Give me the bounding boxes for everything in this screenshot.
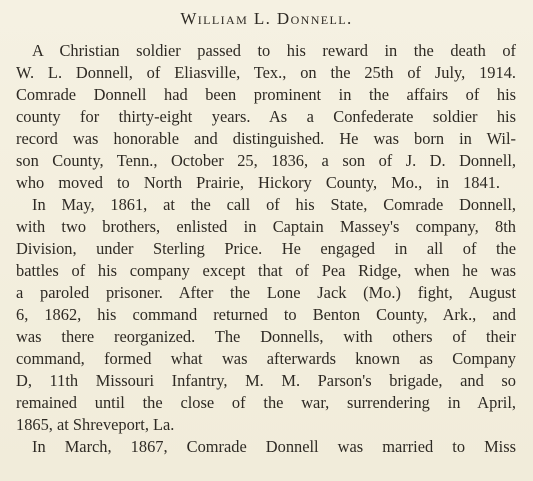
text-line: county for thirty-eight years. As a Confederate soldier his (16, 107, 516, 126)
text-line: D, 11th Missouri Infantry, M. M. Parson's brigade, and so (16, 371, 516, 390)
text-line: son County, Tenn., October 25, 1836, a son of J. D. Donnell, (16, 151, 516, 170)
text-line: remained until the close of the war, surrendering in April, (16, 393, 516, 412)
text-line: a paroled prisoner. After the Lone Jack (Mo.) fight, August (16, 283, 516, 302)
text-line: was there reorganized. The Donnells, with others of their (16, 327, 516, 346)
text-line: 1865, at Shreveport, La. (16, 415, 175, 434)
text-line: In March, 1867, Comrade Donnell was married to Miss (32, 437, 516, 456)
text-line: In May, 1861, at the call of his State, Comrade Donnell, (32, 195, 516, 214)
text-line: W. L. Donnell, of Eliasville, Tex., on the 25th of July, 1914. (16, 63, 516, 82)
text-line: record was honorable and distinguished. He was born in Wil- (16, 129, 516, 148)
text-line: 6, 1862, his command returned to Benton County, Ark., and (16, 305, 516, 324)
text-line: who moved to North Prairie, Hickory County, Mo., in 1841. (16, 173, 500, 192)
text-line: with two brothers, enlisted in Captain Massey's company, 8th (16, 217, 516, 236)
text-line: A Christian soldier passed to his reward in the death of (32, 41, 516, 60)
text-line: Division, under Sterling Price. He engaged in all of the (16, 239, 516, 258)
text-line: battles of his company except that of Pea Ridge, when he was (16, 261, 516, 280)
text-line: command, formed what was afterwards known as Company (16, 349, 516, 368)
text-line: Comrade Donnell had been prominent in the affairs of his (16, 85, 516, 104)
article-heading: William L. Donnell. (180, 9, 353, 28)
